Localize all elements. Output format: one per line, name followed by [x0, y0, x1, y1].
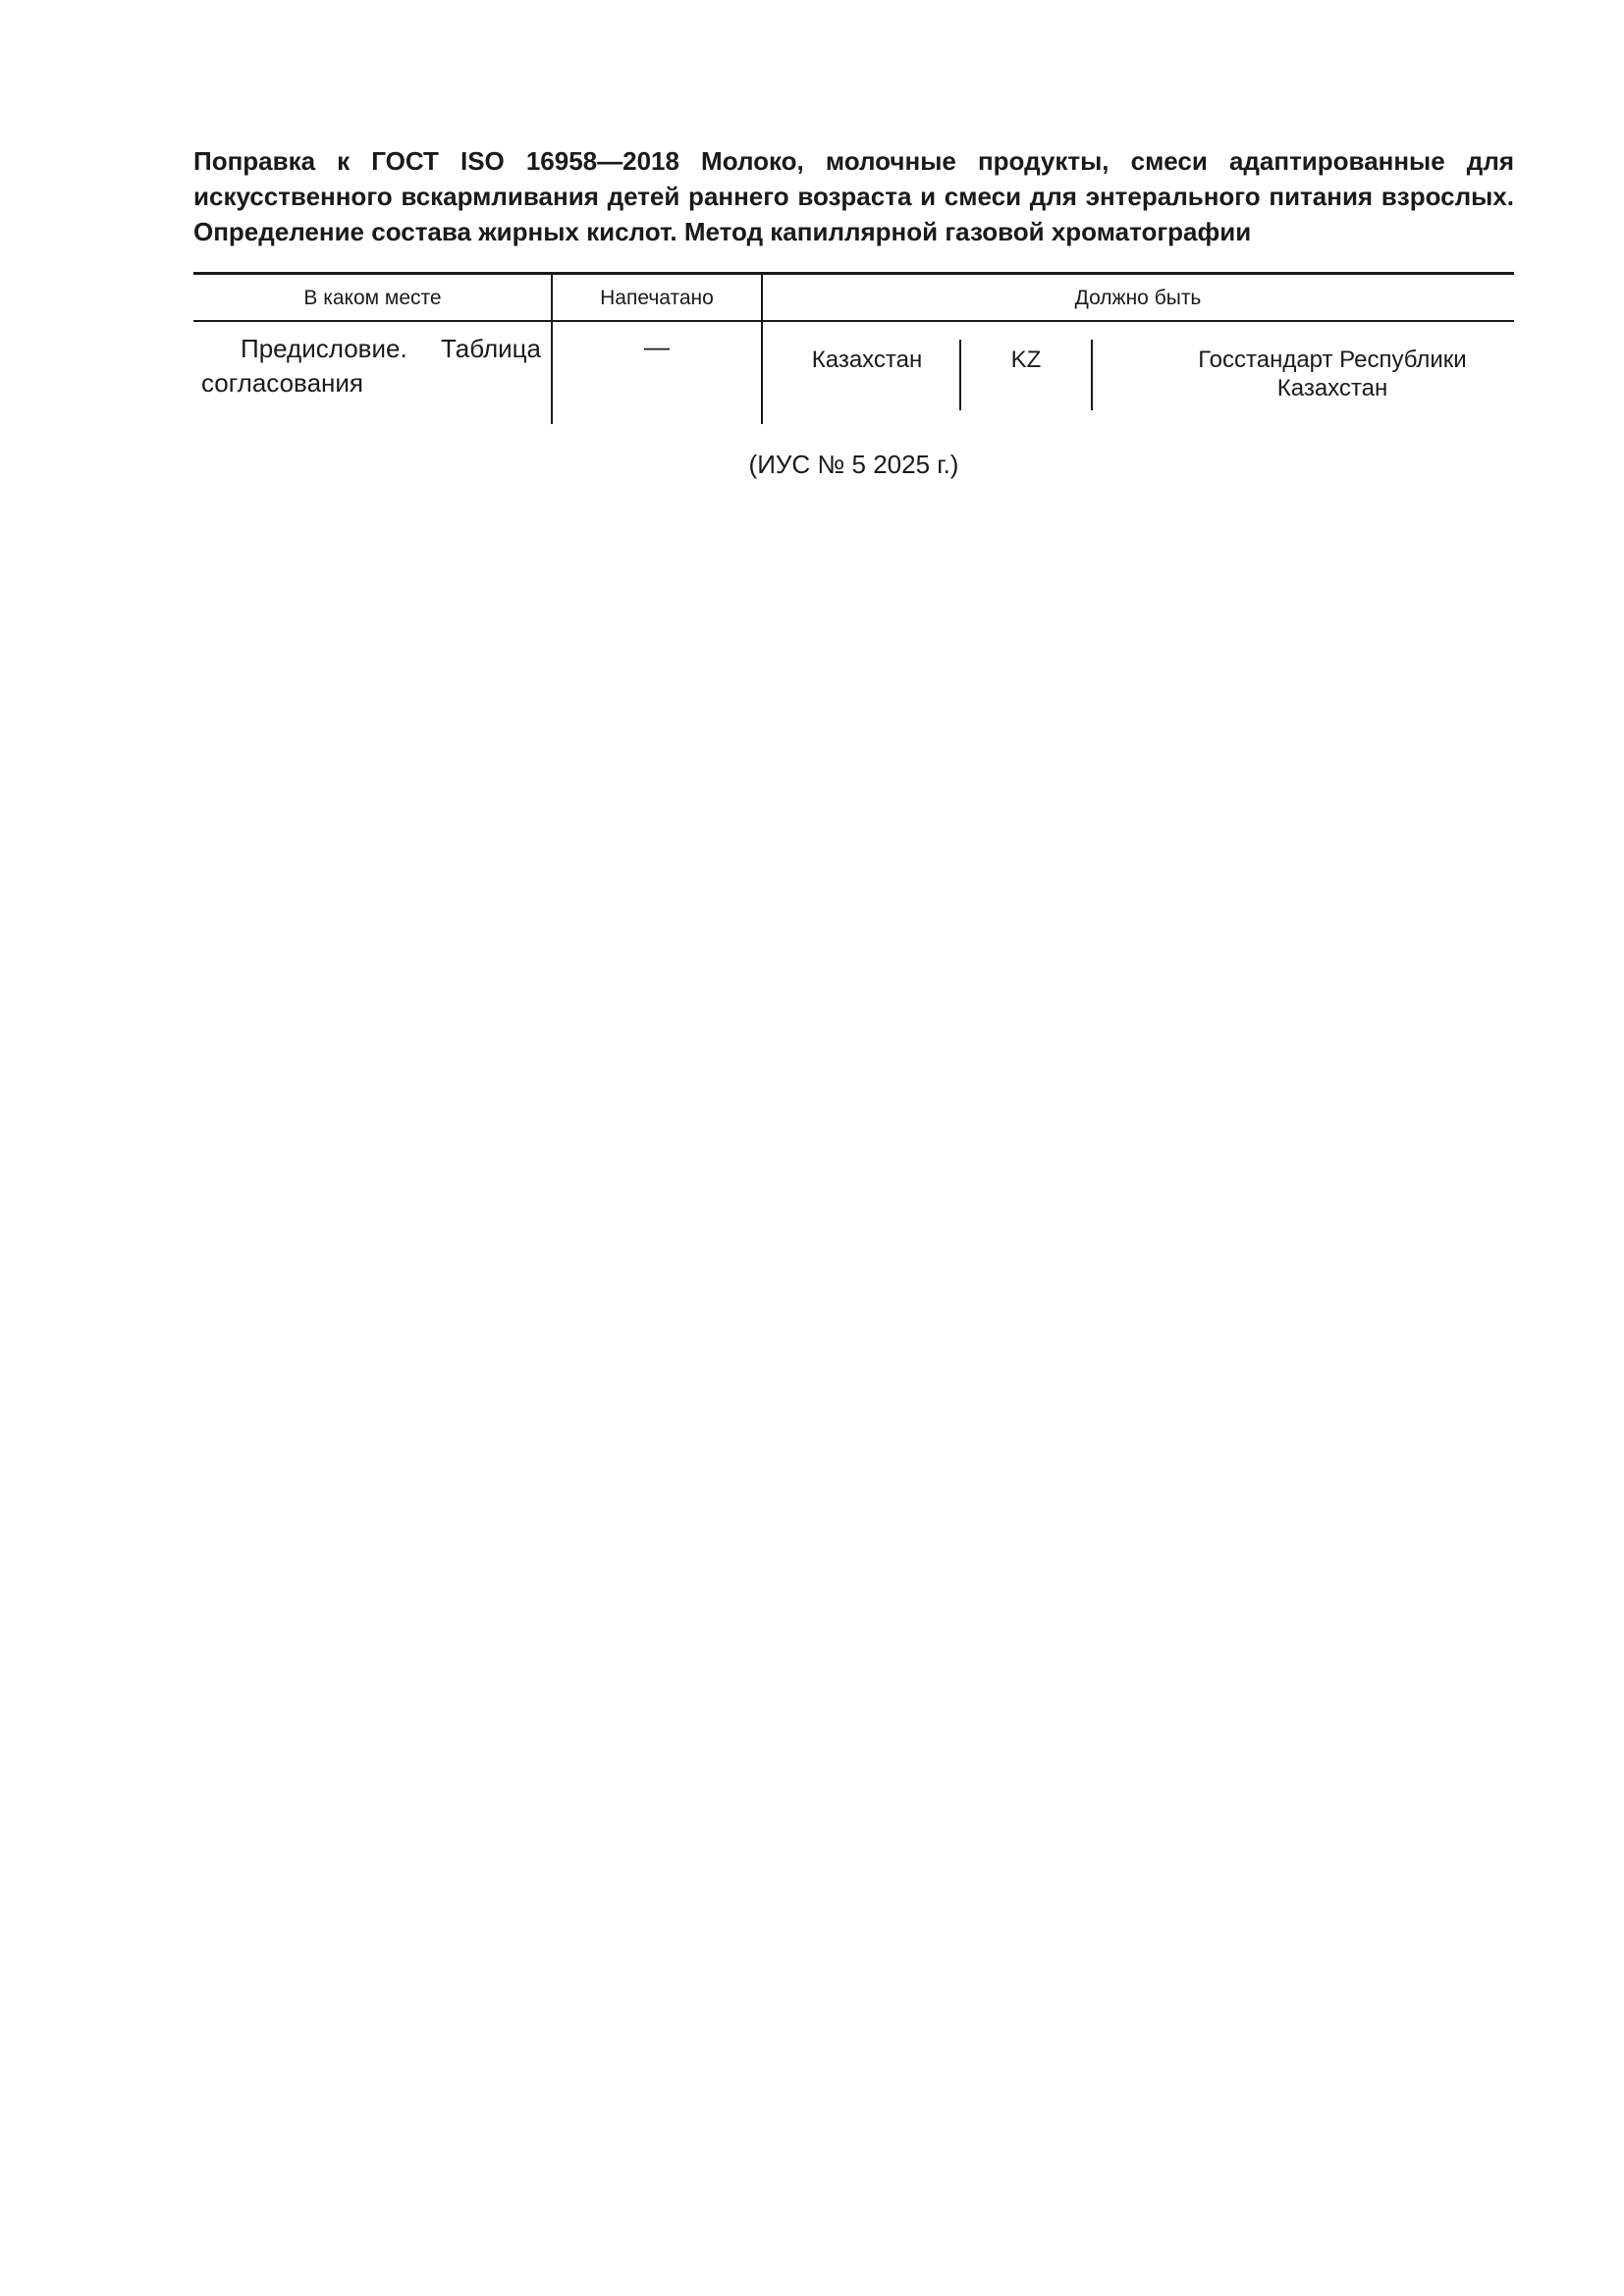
- subcell-divider-2: [1091, 340, 1093, 410]
- header-divider: [193, 320, 1514, 322]
- cell-country: Казахстан: [811, 347, 923, 373]
- cell-code: KZ: [1010, 347, 1042, 373]
- amendment-table: [193, 272, 1514, 424]
- cell-authority: Госстандарт Республики Казахстан: [1198, 347, 1467, 401]
- cell-where: Предисловие. Таблица согласования: [201, 334, 541, 398]
- header-should-be: Должно быть: [1074, 287, 1202, 309]
- cell-printed: —: [644, 332, 670, 361]
- header-where: В каком месте: [303, 287, 442, 309]
- header-printed: Напечатано: [600, 287, 714, 309]
- issue-reference: (ИУС № 5 2025 г.): [748, 450, 959, 479]
- amendment-title: Поправка к ГОСТ ISO 16958—2018 Молоко, молочные продукты, смеси адаптированные для искусственного вскармливания детей раннего возраста и смеси для энтерального питания взрослых. Определение состава жирных кислот. Метод капиллярной газовой хроматографии: [193, 146, 1514, 246]
